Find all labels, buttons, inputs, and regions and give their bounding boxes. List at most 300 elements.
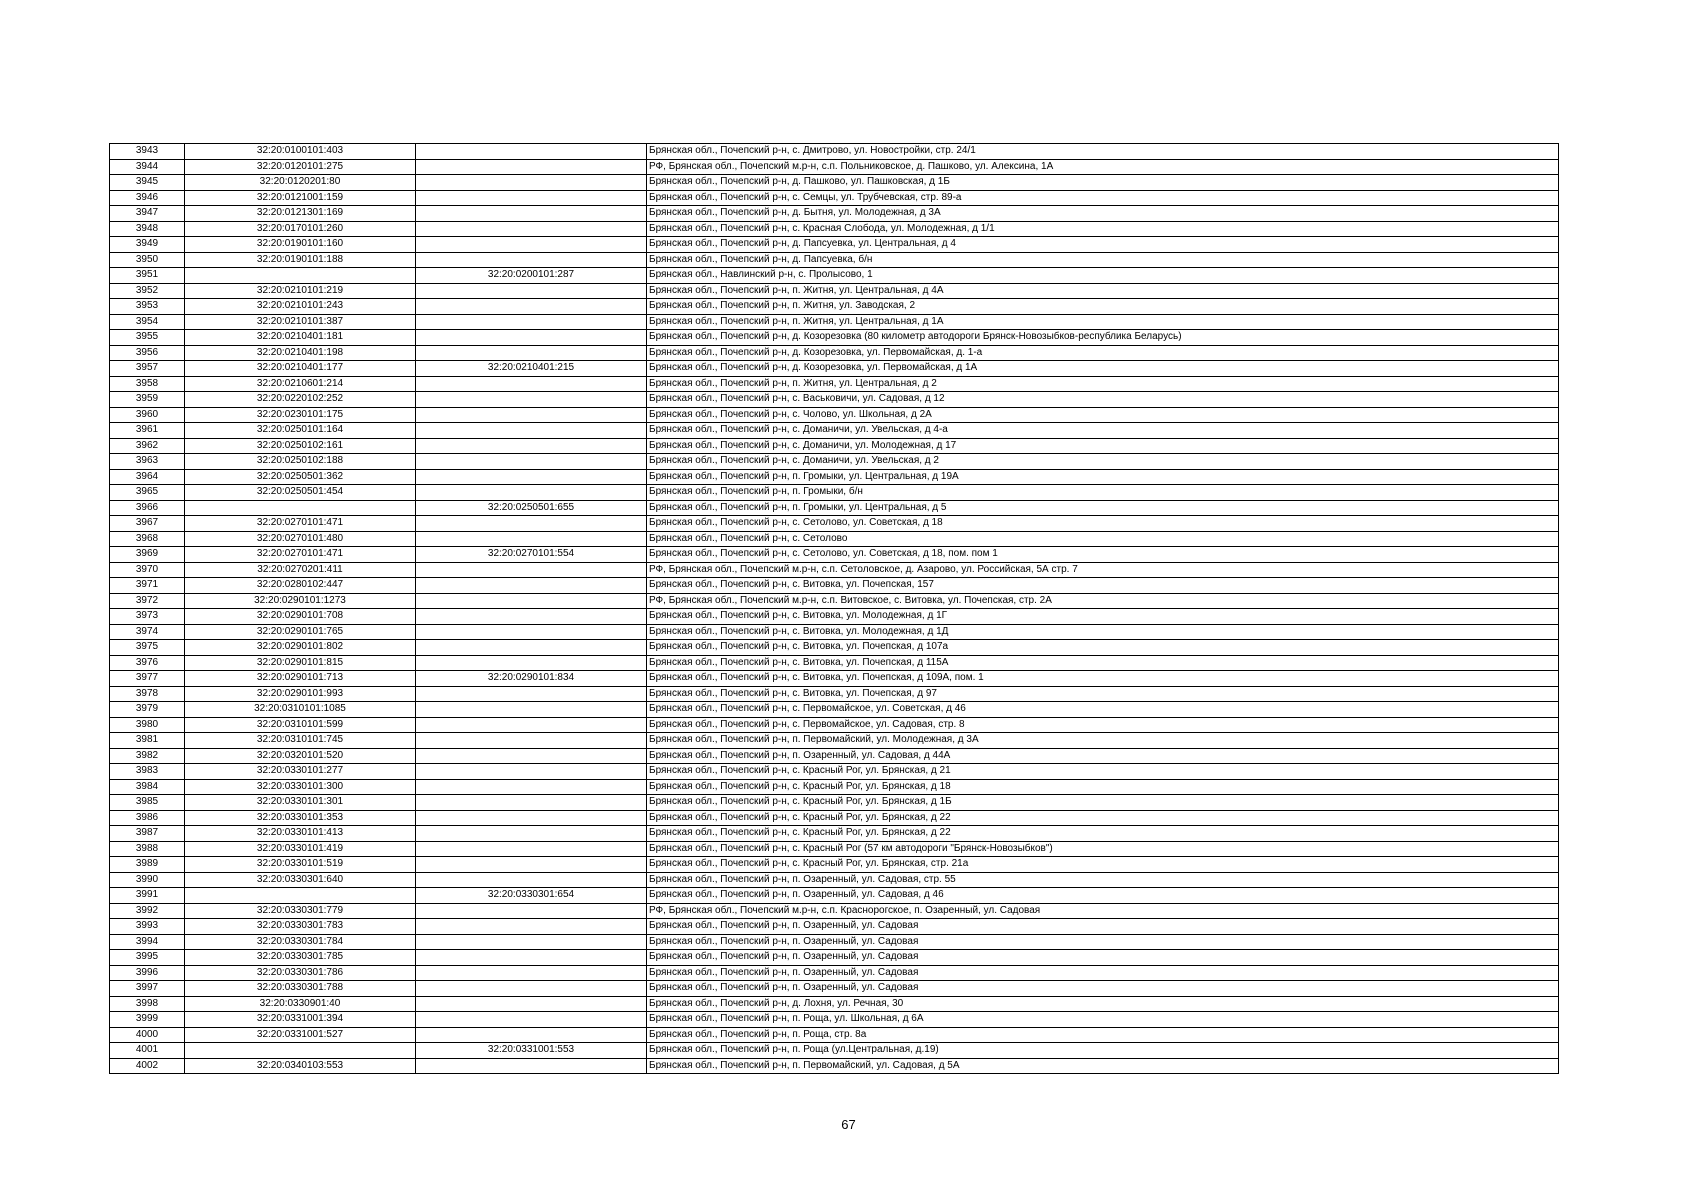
row-number-cell: 3979: [110, 702, 185, 718]
address-cell: Брянская обл., Почепский р-н, с. Витовка, ул. Почепская, 157: [647, 578, 1559, 594]
table-row: [110, 686, 1559, 702]
cadastral-number-cell: 32:20:0330101:519: [185, 857, 416, 873]
address-cell: Брянская обл., Почепский р-н, с. Красный Рог, ул. Брянская, д 22: [647, 826, 1559, 842]
row-number-cell: 3952: [110, 283, 185, 299]
table-row: [110, 159, 1559, 175]
cadastral-number-cell: 32:20:0170101:260: [185, 221, 416, 237]
address-cell: Брянская обл., Почепский р-н, с. Доманичи, ул. Увельская, д 4-а: [647, 423, 1559, 439]
row-number-cell: 3969: [110, 547, 185, 563]
secondary-cadastral-cell: [416, 221, 647, 237]
address-cell: Брянская обл., Почепский р-н, д. Папсуевка, б/н: [647, 252, 1559, 268]
address-cell: Брянская обл., Почепский р-н, с. Витовка, ул. Почепская, д 115А: [647, 655, 1559, 671]
table-row: [110, 547, 1559, 563]
row-number-cell: 3959: [110, 392, 185, 408]
address-cell: РФ, Брянская обл., Почепский м.р-н, с.п. Краснорогское, п. Озаренный, ул. Садовая: [647, 903, 1559, 919]
table-row: [110, 252, 1559, 268]
table-row: [110, 407, 1559, 423]
cadastral-number-cell: 32:20:0330101:419: [185, 841, 416, 857]
secondary-cadastral-cell: [416, 950, 647, 966]
address-cell: Брянская обл., Почепский р-н, с. Красная Слобода, ул. Молодежная, д 1/1: [647, 221, 1559, 237]
table-row: [110, 841, 1559, 857]
secondary-cadastral-cell: [416, 624, 647, 640]
table-row: [110, 810, 1559, 826]
address-cell: Брянская обл., Почепский р-н, п. Громыки, ул. Центральная, д 5: [647, 500, 1559, 516]
cadastral-number-cell: 32:20:0230101:175: [185, 407, 416, 423]
cadastral-number-cell: 32:20:0331001:527: [185, 1027, 416, 1043]
table-row: [110, 640, 1559, 656]
row-number-cell: 3991: [110, 888, 185, 904]
table-row: [110, 965, 1559, 981]
table-row: [110, 903, 1559, 919]
cadastral-number-cell: [185, 1043, 416, 1059]
address-cell: Брянская обл., Почепский р-н, с. Красный Рог, ул. Брянская, стр. 21а: [647, 857, 1559, 873]
address-cell: Брянская обл., Почепский р-н, д. Козорезовка, ул. Первомайская, д. 1-а: [647, 345, 1559, 361]
table-row: [110, 175, 1559, 191]
address-cell: Брянская обл., Почепский р-н, п. Житня, ул. Центральная, д 1А: [647, 314, 1559, 330]
address-cell: Брянская обл., Почепский р-н, д. Козорезовка, ул. Первомайская, д 1А: [647, 361, 1559, 377]
table-row: [110, 469, 1559, 485]
secondary-cadastral-cell: [416, 144, 647, 160]
secondary-cadastral-cell: [416, 454, 647, 470]
secondary-cadastral-cell: [416, 764, 647, 780]
table-row: [110, 423, 1559, 439]
cadastral-number-cell: 32:20:0330301:788: [185, 981, 416, 997]
table-row: [110, 795, 1559, 811]
cadastral-number-cell: 32:20:0330301:779: [185, 903, 416, 919]
table-row: [110, 609, 1559, 625]
table-row: [110, 454, 1559, 470]
address-cell: Брянская обл., Почепский р-н, п. Озаренный, ул. Садовая: [647, 950, 1559, 966]
table-row: [110, 500, 1559, 516]
cadastral-number-cell: 32:20:0290101:802: [185, 640, 416, 656]
row-number-cell: 3960: [110, 407, 185, 423]
secondary-cadastral-cell: [416, 392, 647, 408]
table-row: [110, 1058, 1559, 1074]
row-number-cell: 3980: [110, 717, 185, 733]
secondary-cadastral-cell: [416, 485, 647, 501]
table-row: [110, 717, 1559, 733]
address-cell: Брянская обл., Почепский р-н, п. Житня, ул. Центральная, д 2: [647, 376, 1559, 392]
address-cell: Брянская обл., Почепский р-н, с. Витовка, ул. Почепская, д 97: [647, 686, 1559, 702]
row-number-cell: 3972: [110, 593, 185, 609]
secondary-cadastral-cell: [416, 903, 647, 919]
secondary-cadastral-cell: [416, 609, 647, 625]
row-number-cell: 4002: [110, 1058, 185, 1074]
table-row: [110, 283, 1559, 299]
address-cell: Брянская обл., Почепский р-н, с. Доманичи, ул. Молодежная, д 17: [647, 438, 1559, 454]
cadastral-number-cell: 32:20:0270101:480: [185, 531, 416, 547]
address-cell: Брянская обл., Почепский р-н, с. Сетолово: [647, 531, 1559, 547]
secondary-cadastral-cell: 32:20:0210401:215: [416, 361, 647, 377]
secondary-cadastral-cell: [416, 795, 647, 811]
table-row: [110, 593, 1559, 609]
address-cell: Брянская обл., Почепский р-н, п. Первомайский, ул. Садовая, д 5А: [647, 1058, 1559, 1074]
secondary-cadastral-cell: [416, 345, 647, 361]
row-number-cell: 3976: [110, 655, 185, 671]
table-row: [110, 919, 1559, 935]
address-cell: Брянская обл., Почепский р-н, п. Озаренный, ул. Садовая, стр. 55: [647, 872, 1559, 888]
secondary-cadastral-cell: [416, 252, 647, 268]
cadastral-number-cell: 32:20:0330101:277: [185, 764, 416, 780]
secondary-cadastral-cell: [416, 1058, 647, 1074]
row-number-cell: 3950: [110, 252, 185, 268]
cadastral-number-cell: 32:20:0210401:177: [185, 361, 416, 377]
cadastral-number-cell: 32:20:0330301:783: [185, 919, 416, 935]
secondary-cadastral-cell: [416, 159, 647, 175]
table-row: [110, 779, 1559, 795]
address-cell: Брянская обл., Почепский р-н, д. Папсуевка, ул. Центральная, д 4: [647, 237, 1559, 253]
address-cell: Брянская обл., Почепский р-н, п. Озаренный, ул. Садовая: [647, 934, 1559, 950]
table-row: [110, 1043, 1559, 1059]
address-cell: Брянская обл., Почепский р-н, с. Васьковичи, ул. Садовая, д 12: [647, 392, 1559, 408]
row-number-cell: 3977: [110, 671, 185, 687]
secondary-cadastral-cell: 32:20:0200101:287: [416, 268, 647, 284]
cadastral-number-cell: 32:20:0330101:353: [185, 810, 416, 826]
secondary-cadastral-cell: [416, 810, 647, 826]
row-number-cell: 3996: [110, 965, 185, 981]
row-number-cell: 3965: [110, 485, 185, 501]
row-number-cell: 3993: [110, 919, 185, 935]
row-number-cell: 3974: [110, 624, 185, 640]
cadastral-number-cell: 32:20:0330101:301: [185, 795, 416, 811]
row-number-cell: 3989: [110, 857, 185, 873]
secondary-cadastral-cell: [416, 578, 647, 594]
cadastral-number-cell: 32:20:0190101:188: [185, 252, 416, 268]
row-number-cell: 3984: [110, 779, 185, 795]
secondary-cadastral-cell: [416, 779, 647, 795]
cadastral-number-cell: 32:20:0290101:713: [185, 671, 416, 687]
address-cell: Брянская обл., Почепский р-н, п. Озаренный, ул. Садовая, д 44А: [647, 748, 1559, 764]
secondary-cadastral-cell: [416, 919, 647, 935]
secondary-cadastral-cell: [416, 562, 647, 578]
table-row: [110, 330, 1559, 346]
address-cell: Брянская обл., Почепский р-н, с. Красный Рог (57 км автодороги "Брянск-Новозыбков"): [647, 841, 1559, 857]
secondary-cadastral-cell: [416, 423, 647, 439]
row-number-cell: 3973: [110, 609, 185, 625]
table-row: [110, 516, 1559, 532]
table-row: [110, 144, 1559, 160]
cadastral-number-cell: 32:20:0290101:765: [185, 624, 416, 640]
cadastral-number-cell: 32:20:0340103:553: [185, 1058, 416, 1074]
address-cell: Брянская обл., Почепский р-н, п. Озаренный, ул. Садовая: [647, 919, 1559, 935]
table-row: [110, 1012, 1559, 1028]
cadastral-number-cell: 32:20:0250501:362: [185, 469, 416, 485]
row-number-cell: 3956: [110, 345, 185, 361]
row-number-cell: 3958: [110, 376, 185, 392]
secondary-cadastral-cell: [416, 1027, 647, 1043]
table-row: [110, 314, 1559, 330]
secondary-cadastral-cell: [416, 314, 647, 330]
table-row: [110, 826, 1559, 842]
row-number-cell: 3970: [110, 562, 185, 578]
secondary-cadastral-cell: 32:20:0331001:553: [416, 1043, 647, 1059]
table-row: [110, 671, 1559, 687]
cadastral-number-cell: 32:20:0320101:520: [185, 748, 416, 764]
secondary-cadastral-cell: [416, 965, 647, 981]
secondary-cadastral-cell: [416, 469, 647, 485]
table-row: [110, 733, 1559, 749]
secondary-cadastral-cell: [416, 934, 647, 950]
row-number-cell: 3967: [110, 516, 185, 532]
row-number-cell: 3988: [110, 841, 185, 857]
address-cell: Брянская обл., Почепский р-н, д. Лохня, ул. Речная, 30: [647, 996, 1559, 1012]
table-row: [110, 531, 1559, 547]
cadastral-number-cell: 32:20:0310101:745: [185, 733, 416, 749]
cadastral-number-cell: 32:20:0330301:785: [185, 950, 416, 966]
secondary-cadastral-cell: 32:20:0250501:655: [416, 500, 647, 516]
table-row: [110, 190, 1559, 206]
address-cell: Брянская обл., Почепский р-н, п. Озаренный, ул. Садовая: [647, 965, 1559, 981]
address-cell: Брянская обл., Почепский р-н, с. Витовка, ул. Почепская, д 107а: [647, 640, 1559, 656]
address-cell: Брянская обл., Почепский р-н, п. Громыки, ул. Центральная, д 19А: [647, 469, 1559, 485]
secondary-cadastral-cell: [416, 330, 647, 346]
row-number-cell: 3999: [110, 1012, 185, 1028]
table-row: [110, 237, 1559, 253]
cadastral-number-cell: 32:20:0250101:164: [185, 423, 416, 439]
address-cell: Брянская обл., Навлинский р-н, с. Пролысово, 1: [647, 268, 1559, 284]
address-cell: Брянская обл., Почепский р-н, с. Сетолово, ул. Советская, д 18: [647, 516, 1559, 532]
row-number-cell: 3946: [110, 190, 185, 206]
address-cell: Брянская обл., Почепский р-н, с. Дмитрово, ул. Новостройки, стр. 24/1: [647, 144, 1559, 160]
cadastral-number-cell: [185, 268, 416, 284]
address-cell: Брянская обл., Почепский р-н, с. Витовка, ул. Молодежная, д 1Д: [647, 624, 1559, 640]
address-cell: Брянская обл., Почепский р-н, с. Красный Рог, ул. Брянская, д 1Б: [647, 795, 1559, 811]
row-number-cell: 3992: [110, 903, 185, 919]
row-number-cell: 3951: [110, 268, 185, 284]
row-number-cell: 3943: [110, 144, 185, 160]
secondary-cadastral-cell: [416, 857, 647, 873]
table-row: [110, 578, 1559, 594]
secondary-cadastral-cell: [416, 376, 647, 392]
row-number-cell: 3966: [110, 500, 185, 516]
address-cell: Брянская обл., Почепский р-н, с. Витовка, ул. Почепская, д 109А, пом. 1: [647, 671, 1559, 687]
address-cell: РФ, Брянская обл., Почепский м.р-н, с.п. Сетоловское, д. Азарово, ул. Российская, 5А стр. 7: [647, 562, 1559, 578]
row-number-cell: 3982: [110, 748, 185, 764]
cadastral-number-cell: 32:20:0121001:159: [185, 190, 416, 206]
row-number-cell: 4000: [110, 1027, 185, 1043]
cadastral-number-cell: 32:20:0280102:447: [185, 578, 416, 594]
row-number-cell: 3995: [110, 950, 185, 966]
cadastral-number-cell: 32:20:0310101:599: [185, 717, 416, 733]
row-number-cell: 3957: [110, 361, 185, 377]
cadastral-number-cell: 32:20:0220102:252: [185, 392, 416, 408]
secondary-cadastral-cell: [416, 516, 647, 532]
row-number-cell: 3998: [110, 996, 185, 1012]
row-number-cell: 3983: [110, 764, 185, 780]
address-cell: Брянская обл., Почепский р-н, с. Красный Рог, ул. Брянская, д 22: [647, 810, 1559, 826]
cadastral-number-cell: 32:20:0331001:394: [185, 1012, 416, 1028]
row-number-cell: 3949: [110, 237, 185, 253]
cadastral-number-cell: 32:20:0210101:387: [185, 314, 416, 330]
row-number-cell: 3961: [110, 423, 185, 439]
table-row: [110, 624, 1559, 640]
row-number-cell: 3945: [110, 175, 185, 191]
cadastral-number-cell: 32:20:0250102:161: [185, 438, 416, 454]
table-row: [110, 764, 1559, 780]
secondary-cadastral-cell: [416, 593, 647, 609]
table-row: [110, 857, 1559, 873]
cadastral-number-cell: 32:20:0210401:181: [185, 330, 416, 346]
address-cell: Брянская обл., Почепский р-н, с. Чолово, ул. Школьная, д 2А: [647, 407, 1559, 423]
cadastral-number-cell: 32:20:0210101:243: [185, 299, 416, 315]
cadastral-number-cell: 32:20:0250102:188: [185, 454, 416, 470]
secondary-cadastral-cell: [416, 640, 647, 656]
cadastral-number-cell: 32:20:0100101:403: [185, 144, 416, 160]
row-number-cell: 3947: [110, 206, 185, 222]
address-cell: Брянская обл., Почепский р-н, п. Озаренный, ул. Садовая: [647, 981, 1559, 997]
cadastral-number-cell: 32:20:0330301:640: [185, 872, 416, 888]
cadastral-number-cell: 32:20:0290101:993: [185, 686, 416, 702]
table-row: [110, 268, 1559, 284]
table-body: [110, 144, 1559, 1074]
secondary-cadastral-cell: [416, 175, 647, 191]
row-number-cell: 3994: [110, 934, 185, 950]
row-number-cell: 3997: [110, 981, 185, 997]
address-cell: Брянская обл., Почепский р-н, п. Роща, ул. Школьная, д 6А: [647, 1012, 1559, 1028]
row-number-cell: 3953: [110, 299, 185, 315]
address-cell: Брянская обл., Почепский р-н, с. Первомайское, ул. Советская, д 46: [647, 702, 1559, 718]
table-row: [110, 361, 1559, 377]
row-number-cell: 3964: [110, 469, 185, 485]
row-number-cell: 3990: [110, 872, 185, 888]
address-cell: Брянская обл., Почепский р-н, п. Первомайский, ул. Молодежная, д 3А: [647, 733, 1559, 749]
address-cell: Брянская обл., Почепский р-н, с. Витовка, ул. Молодежная, д 1Г: [647, 609, 1559, 625]
cadastral-number-cell: 32:20:0270101:471: [185, 547, 416, 563]
row-number-cell: 3944: [110, 159, 185, 175]
cadastral-number-cell: 32:20:0250501:454: [185, 485, 416, 501]
cadastral-number-cell: 32:20:0330301:786: [185, 965, 416, 981]
secondary-cadastral-cell: [416, 190, 647, 206]
secondary-cadastral-cell: [416, 748, 647, 764]
secondary-cadastral-cell: 32:20:0270101:554: [416, 547, 647, 563]
table-row: [110, 562, 1559, 578]
cadastral-number-cell: 32:20:0290101:1273: [185, 593, 416, 609]
secondary-cadastral-cell: [416, 206, 647, 222]
cadastral-number-cell: 32:20:0330301:784: [185, 934, 416, 950]
secondary-cadastral-cell: 32:20:0330301:654: [416, 888, 647, 904]
cadastral-number-cell: 32:20:0120201:80: [185, 175, 416, 191]
cadastral-number-cell: 32:20:0330101:413: [185, 826, 416, 842]
row-number-cell: 3963: [110, 454, 185, 470]
secondary-cadastral-cell: [416, 237, 647, 253]
secondary-cadastral-cell: [416, 1012, 647, 1028]
secondary-cadastral-cell: [416, 981, 647, 997]
table-row: [110, 888, 1559, 904]
row-number-cell: 3978: [110, 686, 185, 702]
row-number-cell: 3955: [110, 330, 185, 346]
cadastral-number-cell: 32:20:0190101:160: [185, 237, 416, 253]
secondary-cadastral-cell: [416, 299, 647, 315]
table-row: [110, 950, 1559, 966]
cadastral-number-cell: 32:20:0210401:198: [185, 345, 416, 361]
address-cell: Брянская обл., Почепский р-н, с. Красный Рог, ул. Брянская, д 21: [647, 764, 1559, 780]
secondary-cadastral-cell: [416, 655, 647, 671]
row-number-cell: 3985: [110, 795, 185, 811]
table-row: [110, 392, 1559, 408]
secondary-cadastral-cell: [416, 531, 647, 547]
address-cell: Брянская обл., Почепский р-н, п. Громыки, б/н: [647, 485, 1559, 501]
secondary-cadastral-cell: [416, 841, 647, 857]
address-cell: РФ, Брянская обл., Почепский м.р-н, с.п. Польниковское, д. Пашково, ул. Алексина, 1А: [647, 159, 1559, 175]
secondary-cadastral-cell: [416, 438, 647, 454]
table-row: [110, 299, 1559, 315]
cadastral-number-cell: 32:20:0330101:300: [185, 779, 416, 795]
table-row: [110, 1027, 1559, 1043]
address-cell: Брянская обл., Почепский р-н, д. Бытня, ул. Молодежная, д 3А: [647, 206, 1559, 222]
table-row: [110, 206, 1559, 222]
secondary-cadastral-cell: [416, 733, 647, 749]
address-cell: Брянская обл., Почепский р-н, с. Первомайское, ул. Садовая, стр. 8: [647, 717, 1559, 733]
secondary-cadastral-cell: [416, 996, 647, 1012]
page-number: 67: [841, 1117, 856, 1132]
cadastral-number-cell: 32:20:0121301:169: [185, 206, 416, 222]
address-cell: Брянская обл., Почепский р-н, д. Пашково, ул. Пашковская, д 1Б: [647, 175, 1559, 191]
table-row: [110, 485, 1559, 501]
row-number-cell: 3987: [110, 826, 185, 842]
row-number-cell: 3986: [110, 810, 185, 826]
cadastral-number-cell: 32:20:0310101:1085: [185, 702, 416, 718]
table-row: [110, 655, 1559, 671]
table-row: [110, 438, 1559, 454]
cadastral-number-cell: [185, 888, 416, 904]
address-cell: Брянская обл., Почепский р-н, с. Доманичи, ул. Увельская, д 2: [647, 454, 1559, 470]
cadastral-number-cell: 32:20:0290101:815: [185, 655, 416, 671]
row-number-cell: 4001: [110, 1043, 185, 1059]
secondary-cadastral-cell: [416, 686, 647, 702]
address-cell: Брянская обл., Почепский р-н, п. Житня, ул. Заводская, 2: [647, 299, 1559, 315]
secondary-cadastral-cell: [416, 283, 647, 299]
row-number-cell: 3971: [110, 578, 185, 594]
cadastral-number-cell: 32:20:0210601:214: [185, 376, 416, 392]
cadastral-number-cell: 32:20:0290101:708: [185, 609, 416, 625]
secondary-cadastral-cell: [416, 826, 647, 842]
row-number-cell: 3962: [110, 438, 185, 454]
cadastral-number-cell: 32:20:0120101:275: [185, 159, 416, 175]
cadastral-number-cell: [185, 500, 416, 516]
table-row: [110, 748, 1559, 764]
table-row: [110, 376, 1559, 392]
property-table: [109, 143, 1559, 1074]
table-row: [110, 872, 1559, 888]
secondary-cadastral-cell: 32:20:0290101:834: [416, 671, 647, 687]
cadastral-number-cell: 32:20:0330901:40: [185, 996, 416, 1012]
address-cell: Брянская обл., Почепский р-н, п. Озаренный, ул. Садовая, д 46: [647, 888, 1559, 904]
address-cell: Брянская обл., Почепский р-н, д. Козорезовка (80 километр автодороги Брянск-Новозыбков-республика Беларусь): [647, 330, 1559, 346]
address-cell: Брянская обл., Почепский р-н, с. Сетолово, ул. Советская, д 18, пом. пом 1: [647, 547, 1559, 563]
table-row: [110, 221, 1559, 237]
address-cell: РФ, Брянская обл., Почепский м.р-н, с.п. Витовское, с. Витовка, ул. Почепская, стр. 2А: [647, 593, 1559, 609]
table-row: [110, 996, 1559, 1012]
row-number-cell: 3954: [110, 314, 185, 330]
table-row: [110, 345, 1559, 361]
row-number-cell: 3975: [110, 640, 185, 656]
secondary-cadastral-cell: [416, 702, 647, 718]
address-cell: Брянская обл., Почепский р-н, п. Роща, стр. 8а: [647, 1027, 1559, 1043]
address-cell: Брянская обл., Почепский р-н, п. Роща (ул.Центральная, д.19): [647, 1043, 1559, 1059]
row-number-cell: 3948: [110, 221, 185, 237]
address-cell: Брянская обл., Почепский р-н, с. Семцы, ул. Трубчевская, стр. 89-а: [647, 190, 1559, 206]
table-row: [110, 702, 1559, 718]
cadastral-number-cell: 32:20:0270101:471: [185, 516, 416, 532]
secondary-cadastral-cell: [416, 407, 647, 423]
cadastral-number-cell: 32:20:0210101:219: [185, 283, 416, 299]
secondary-cadastral-cell: [416, 717, 647, 733]
row-number-cell: 3968: [110, 531, 185, 547]
table-row: [110, 934, 1559, 950]
table-row: [110, 981, 1559, 997]
cadastral-number-cell: 32:20:0270201:411: [185, 562, 416, 578]
address-cell: Брянская обл., Почепский р-н, п. Житня, ул. Центральная, д 4А: [647, 283, 1559, 299]
